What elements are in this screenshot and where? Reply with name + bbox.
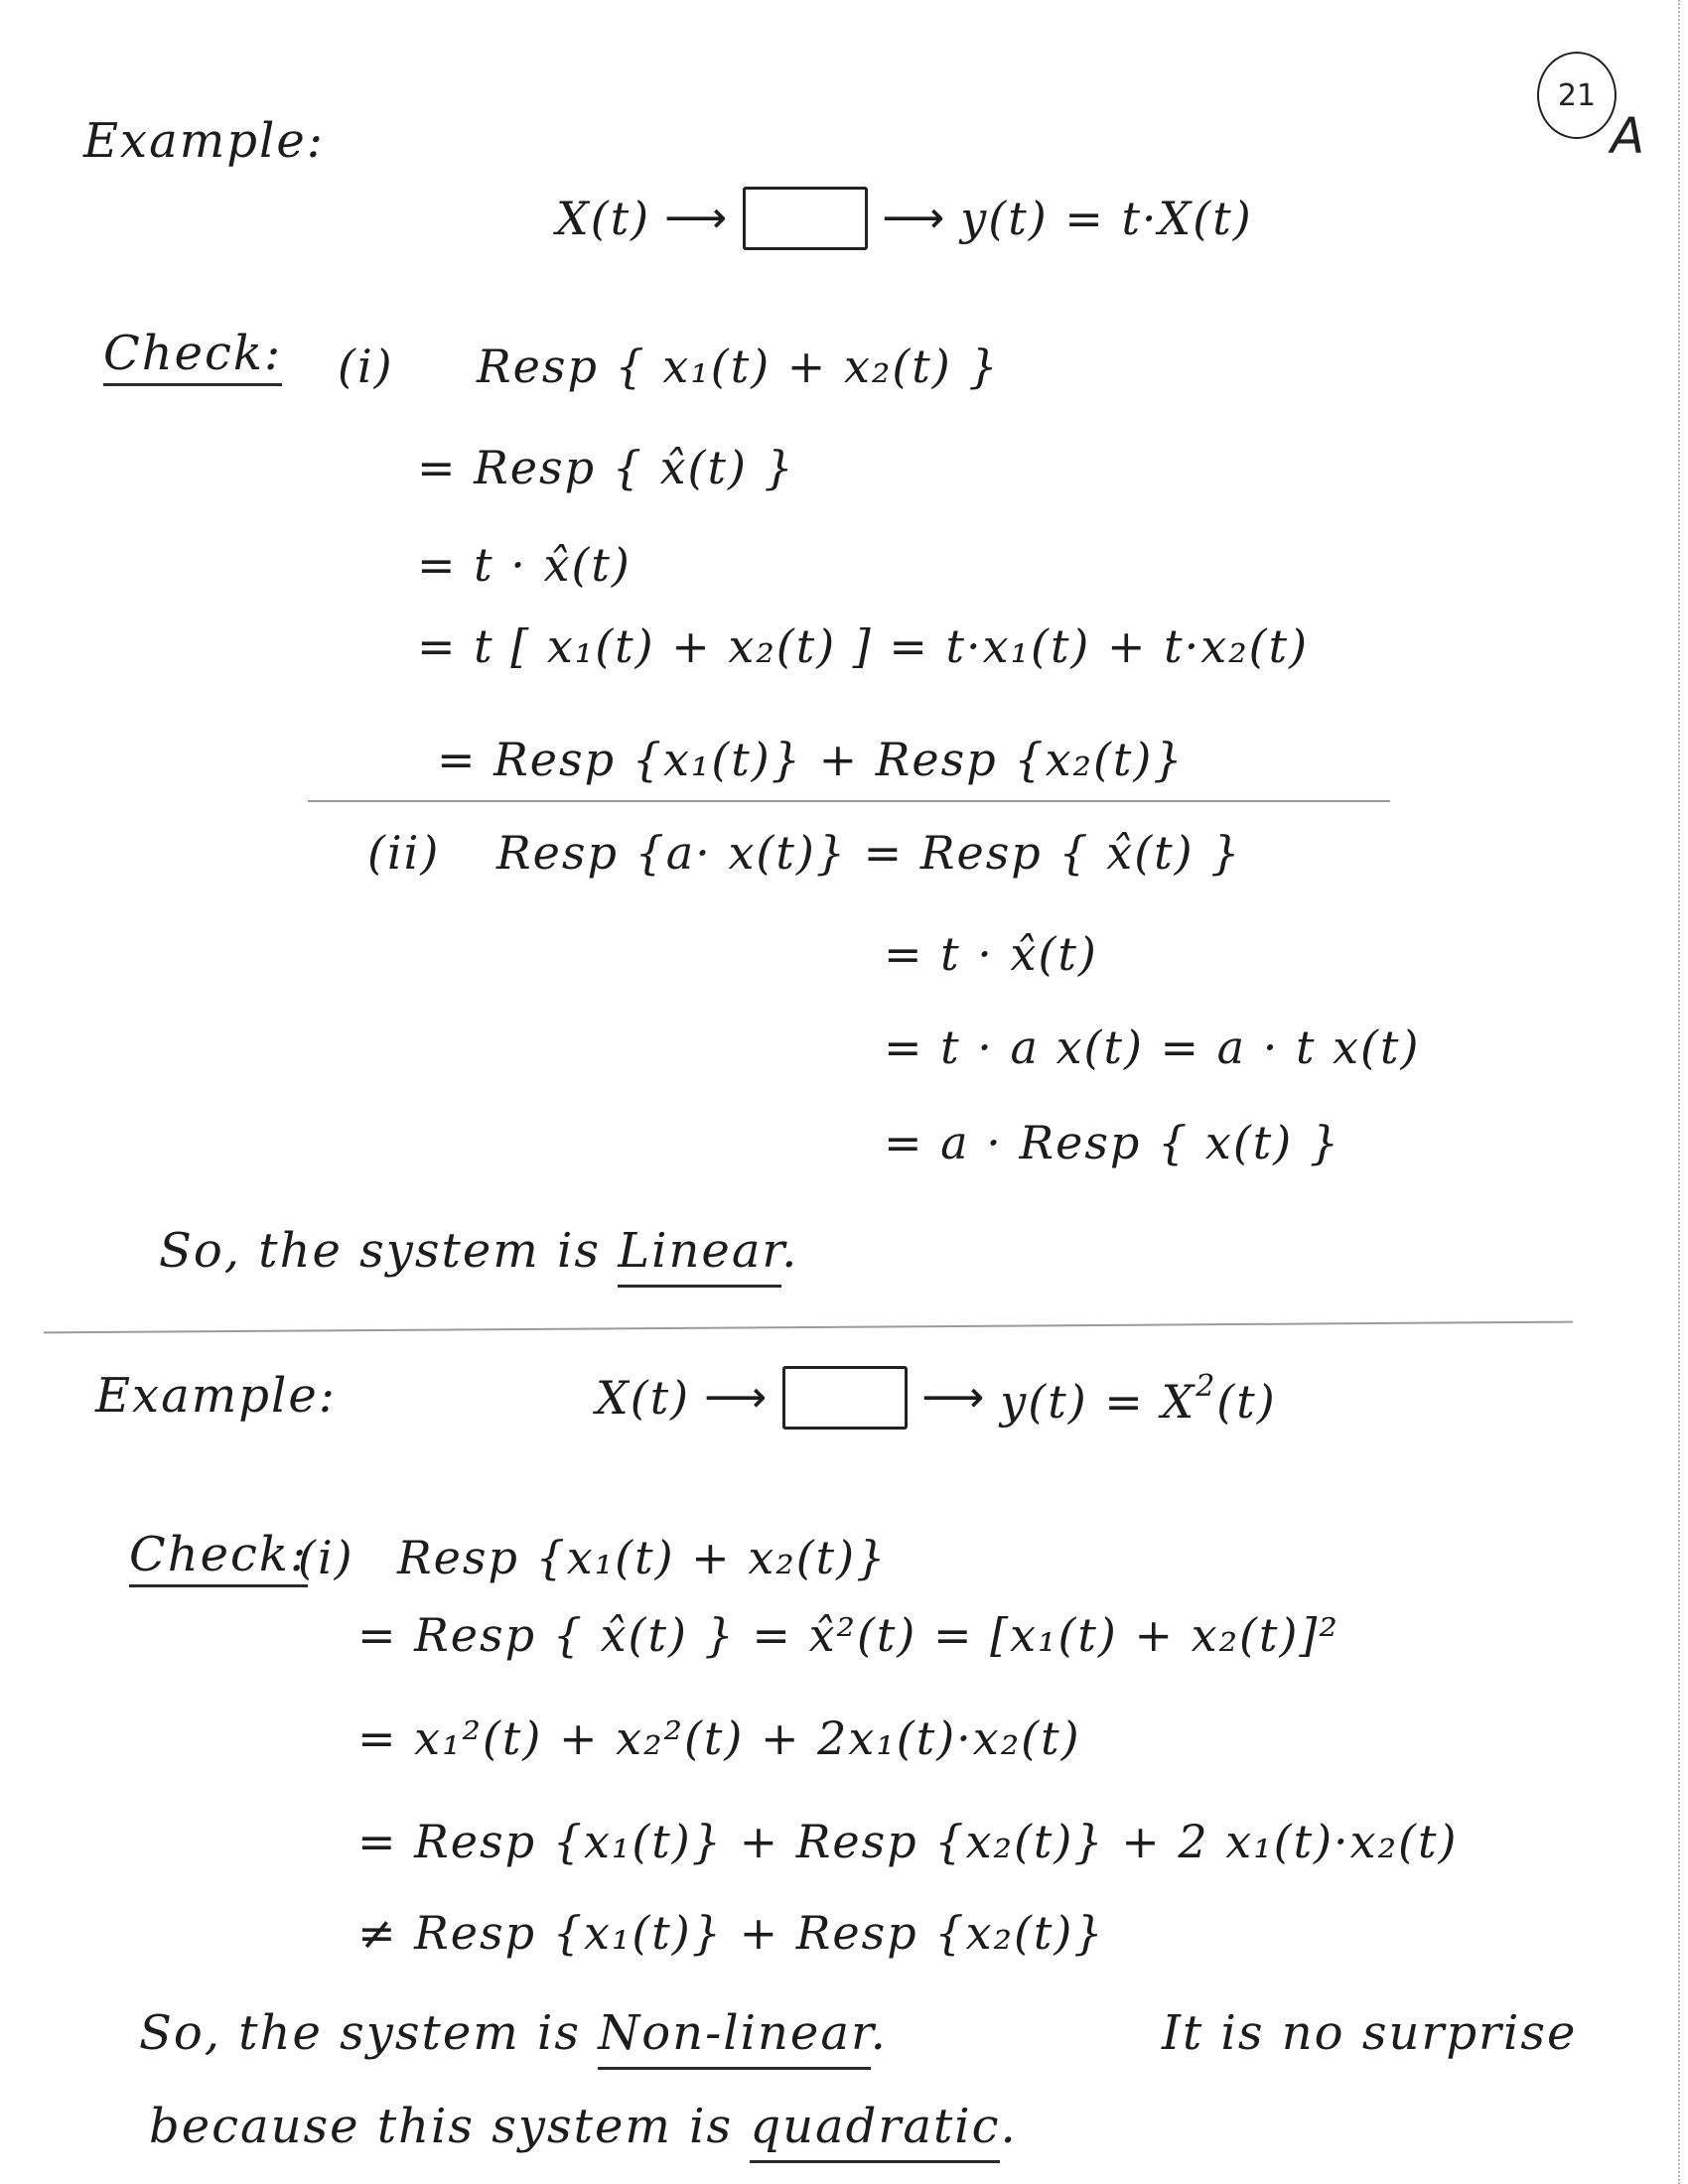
scan-edge xyxy=(1678,0,1680,2184)
example1-part-ii-line-1: Resp {a· x(t)} = Resp { x̂(t) } xyxy=(496,826,1242,880)
conclusion-value-nonlinear: Non-linear xyxy=(598,2005,870,2070)
conclusion-prefix: So, the system is xyxy=(139,2005,581,2061)
example2-check-label: Check: xyxy=(129,1531,308,1587)
section-divider xyxy=(308,800,1390,802)
page-number-circle xyxy=(1537,52,1617,139)
example1-part-i-line-4: = t [ x₁(t) + x₂(t) ] = t·x₁(t) + t·x₂(t) xyxy=(417,619,1310,673)
arrow-right-icon: ⟶ xyxy=(664,193,730,243)
example2-part-i-label: (i) xyxy=(298,1531,354,1584)
example1-block-diagram xyxy=(556,187,1253,250)
page-number: 21 xyxy=(1557,77,1597,113)
reason-prefix: because this system is xyxy=(149,2099,734,2154)
conclusion-suffix: . xyxy=(870,2005,888,2061)
reason-suffix: . xyxy=(1000,2099,1018,2154)
conclusion-value-linear: Linear xyxy=(618,1223,781,1288)
page-suffix: A xyxy=(1611,107,1645,165)
system-box xyxy=(743,187,868,250)
example-divider xyxy=(44,1321,1573,1334)
example2-block-diagram xyxy=(596,1366,1277,1430)
arrow-right-icon: ⟶ xyxy=(921,1372,987,1423)
example1-part-ii-line-3: = t · a x(t) = a · t x(t) xyxy=(884,1021,1421,1074)
conclusion-prefix: So, the system is xyxy=(159,1223,601,1279)
example1-part-i-line-1: Resp { x₁(t) + x₂(t) } xyxy=(477,340,1000,393)
arrow-right-icon: ⟶ xyxy=(882,193,947,243)
example1-part-i-line-5: = Resp {x₁(t)} + Resp {x₂(t)} xyxy=(437,733,1185,786)
example2-part-i-line-4: = Resp {x₁(t)} + Resp {x₂(t)} + 2 x₁(t)·x₂(t) xyxy=(357,1815,1459,1868)
example1-part-i-line-3: = t · x̂(t) xyxy=(417,538,632,592)
example2-part-i-line-5: ≠ Resp {x₁(t)} + Resp {x₂(t)} xyxy=(357,1906,1105,1960)
conclusion-suffix: . xyxy=(781,1223,799,1279)
example1-part-i-label: (i) xyxy=(338,340,394,393)
example2-label: Example: xyxy=(95,1368,337,1424)
example1-label: Example: xyxy=(83,113,325,169)
reason-value-quadratic: quadratic xyxy=(750,2099,1000,2163)
arrow-right-icon: ⟶ xyxy=(704,1372,770,1423)
example2-part-i-line-3: = x₁²(t) + x₂²(t) + 2x₁(t)·x₂(t) xyxy=(357,1711,1081,1765)
example2-part-i-line-2: = Resp { x̂(t) } = x̂²(t) = [x₁(t) + x₂(t)]² xyxy=(357,1608,1339,1662)
example1-part-ii-line-2: = t · x̂(t) xyxy=(884,927,1098,981)
example1-check-label: Check: xyxy=(103,330,282,386)
example2-input: X(t) xyxy=(596,1371,691,1425)
system-box xyxy=(782,1366,908,1430)
example2-reason xyxy=(149,2099,1018,2154)
example2-part-i-line-1: Resp {x₁(t) + x₂(t)} xyxy=(397,1531,888,1584)
example1-part-i-line-2: = Resp { x̂(t) } xyxy=(417,441,795,494)
example1-part-ii-line-4: = a · Resp { x(t) } xyxy=(884,1116,1341,1169)
example2-output: $y(t) = X^2(t)$ xyxy=(1000,1368,1277,1429)
example1-output: y(t) = t·X(t) xyxy=(960,192,1253,245)
example1-part-ii-label: (ii) xyxy=(367,826,441,880)
example2-remark: It is no surprise xyxy=(1162,2005,1578,2061)
example2-conclusion xyxy=(139,2005,888,2061)
example1-input: X(t) xyxy=(556,192,651,245)
example1-conclusion xyxy=(159,1223,799,1279)
